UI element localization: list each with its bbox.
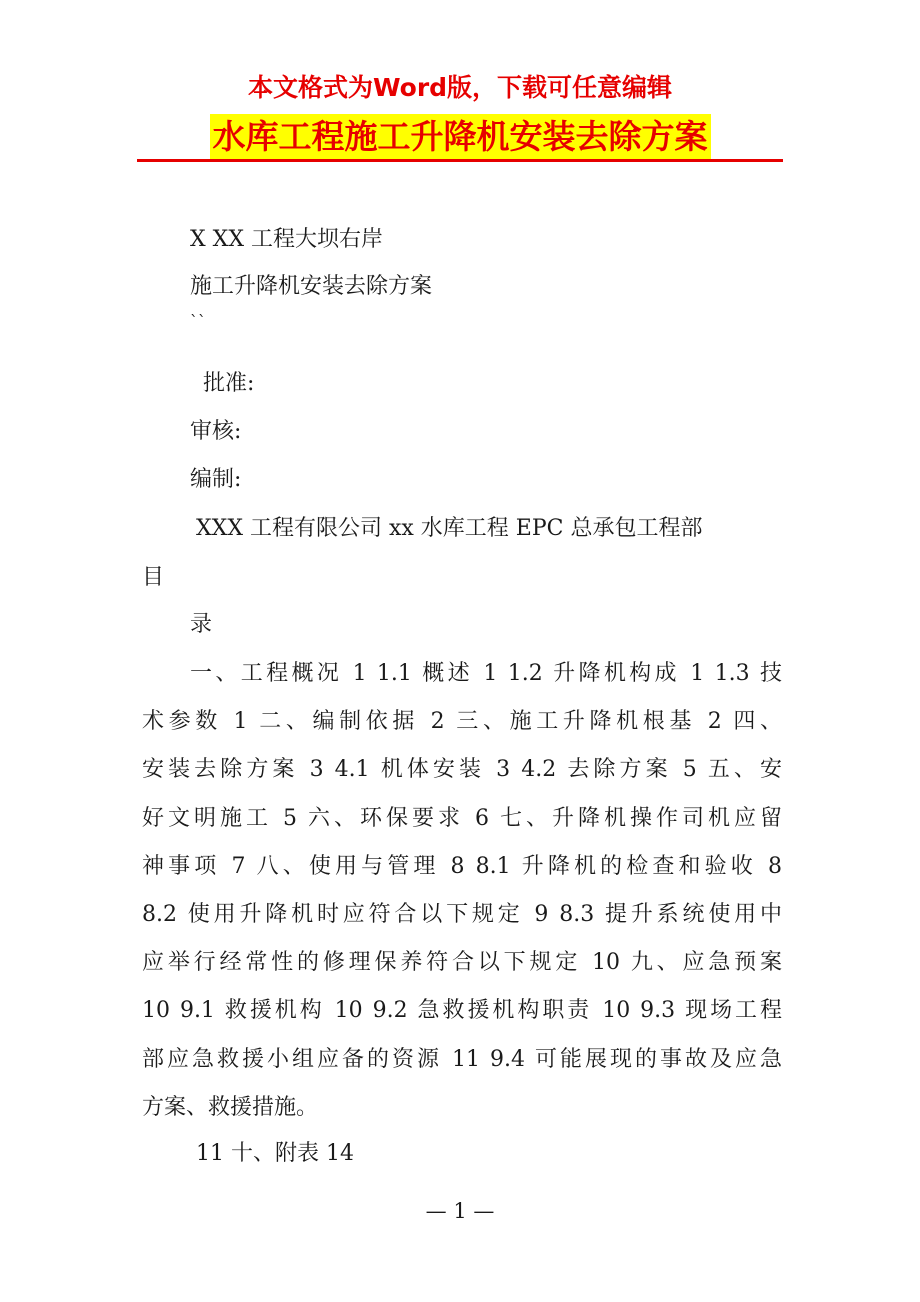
document-title: 水库工程施工升降机安装去除方案 (210, 114, 711, 160)
word-format-notice: 本文格式为Word版，下载可任意编辑 (247, 73, 673, 102)
approval-label: 批准: (203, 371, 255, 396)
review-label: 审核: (190, 419, 242, 444)
toc-line: 神事项 7 八、使用与管理 8 8.1 升降机的检查和验收 8 (142, 853, 782, 879)
document-title-banner (0, 114, 920, 160)
table-of-contents (142, 650, 782, 1132)
project-name: X XX 工程大坝右岸 (190, 227, 383, 252)
page-number: — 1 — (425, 1199, 495, 1223)
toc-line: 术参数 1 二、编制依据 2 三、施工升降机根基 2 四、 (142, 709, 782, 735)
toc-heading-part2: 录 (190, 612, 213, 637)
toc-heading-part1: 目 (142, 565, 165, 590)
title-divider (137, 159, 783, 162)
toc-line: 一、工程概况 1 1.1 概述 1 1.2 升降机构成 1 1.3 技 (190, 661, 782, 686)
toc-line: 部应急救援小组应备的资源 11 9.4 可能展现的事故及应急 (142, 1046, 782, 1072)
stray-marks: `` (190, 312, 206, 331)
compile-label: 编制: (190, 467, 242, 492)
plan-title: 施工升降机安装去除方案 (190, 274, 433, 299)
toc-line: 应举行经常性的修理保养符合以下规定 10 九、应急预案 (142, 950, 782, 976)
toc-line: 8.2 使用升降机时应符合以下规定 9 8.3 提升系统使用中 (142, 901, 782, 927)
toc-line: 10 9.1 救援机构 10 9.2 急救援机构职责 10 9.3 现场工程 (142, 998, 782, 1024)
company-line: XXX 工程有限公司 xx 水库工程 EPC 总承包工程部 (196, 516, 703, 541)
toc-line: 方案、救援措施。 (142, 1094, 319, 1120)
toc-last-line: 11 十、附表 14 (196, 1141, 354, 1166)
toc-line: 安装去除方案 3 4.1 机体安装 3 4.2 去除方案 5 五、安 (142, 757, 782, 783)
toc-line: 好文明施工 5 六、环保要求 6 七、升降机操作司机应留 (142, 805, 782, 831)
